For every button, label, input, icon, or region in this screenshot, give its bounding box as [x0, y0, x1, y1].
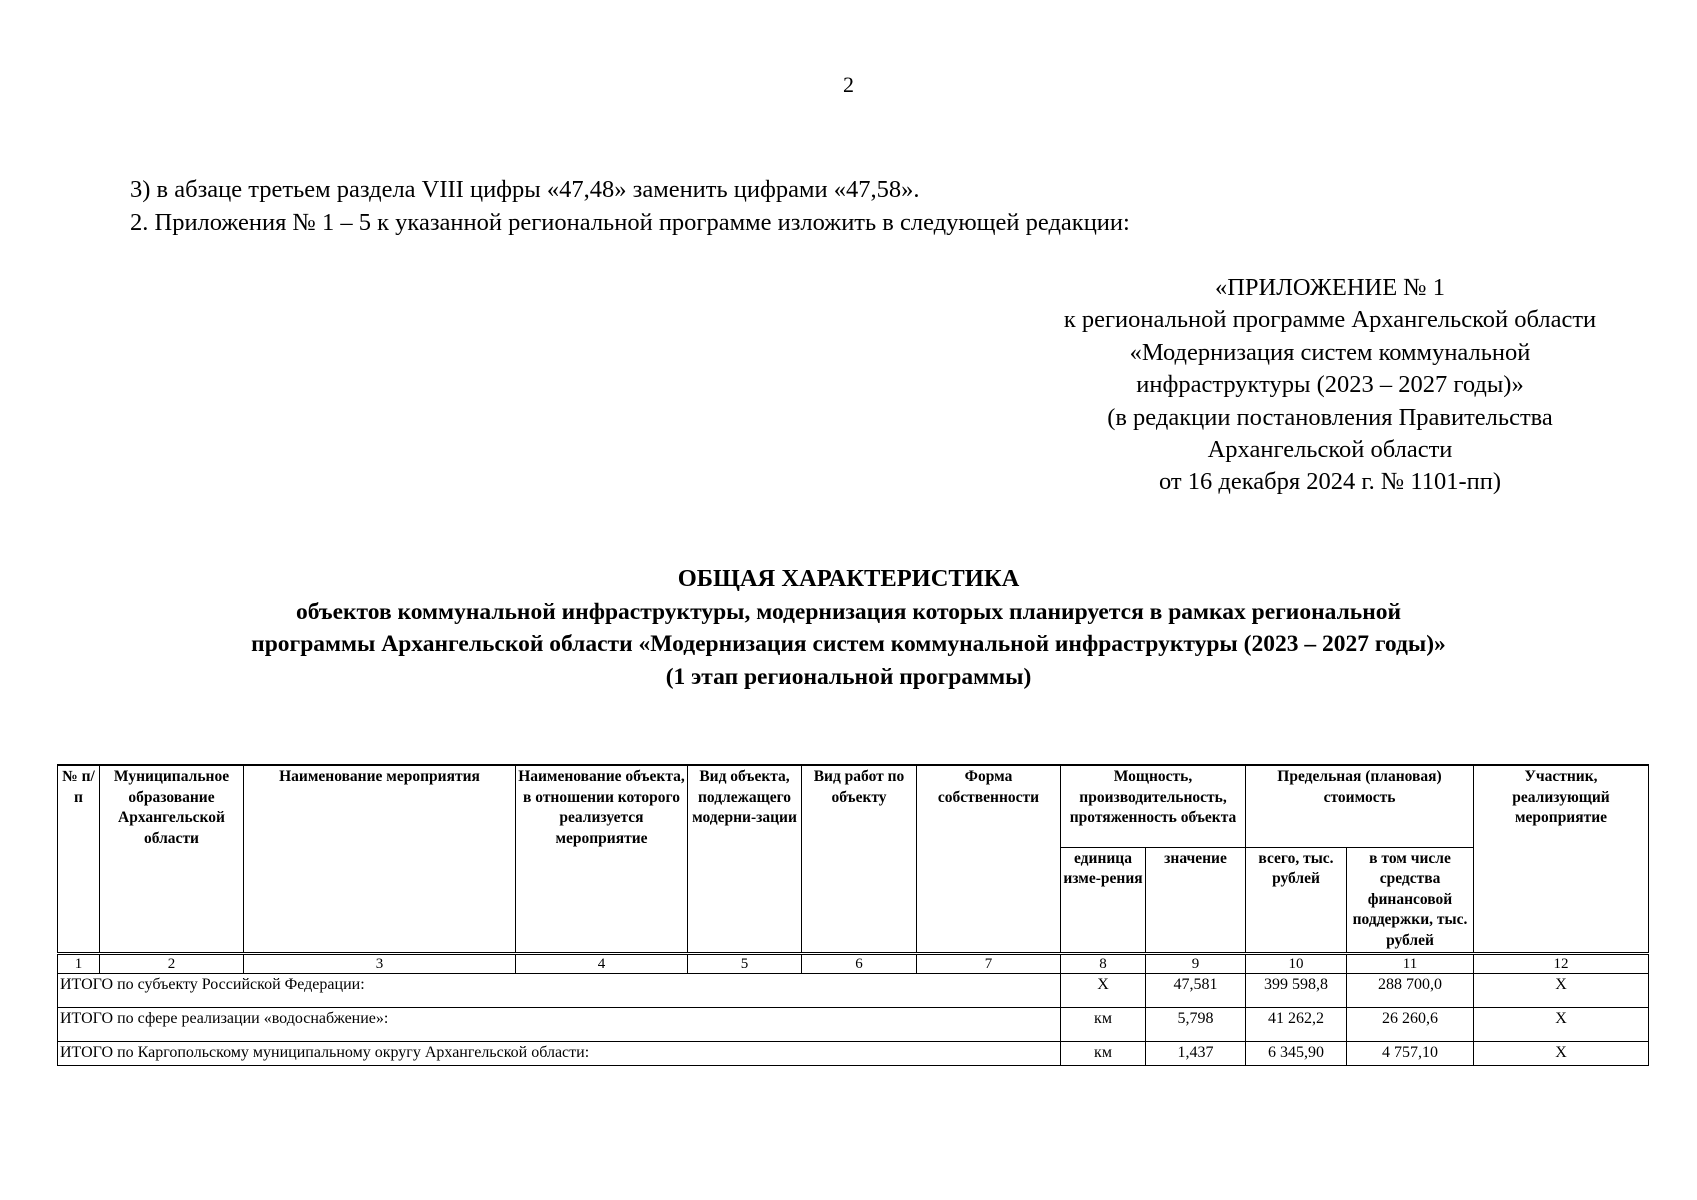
row-support: 26 260,6 — [1347, 1007, 1474, 1041]
row-participant: Х — [1474, 973, 1649, 1007]
appendix-line: к региональной программе Архангельской области — [1063, 306, 1597, 334]
appendix-line: Архангельской области — [1207, 436, 1453, 464]
column-number: 5 — [688, 953, 802, 973]
column-number: 9 — [1146, 953, 1246, 973]
appendix-line: от 16 декабря 2024 г. № 1101-пп) — [1158, 468, 1502, 496]
row-label: ИТОГО по субъекту Российской Федерации: — [58, 973, 1061, 1007]
row-unit: км — [1061, 1041, 1146, 1065]
table-row — [58, 1007, 1649, 1041]
row-support: 4 757,10 — [1347, 1041, 1474, 1065]
row-participant: Х — [1474, 1007, 1649, 1041]
title-line: (1 этап региональной программы) — [665, 663, 1032, 690]
table-row — [58, 1041, 1649, 1065]
characteristics-table — [57, 764, 1649, 1066]
column-number: 11 — [1347, 953, 1474, 973]
header-object-name: Наименование объекта, в отношении которого реализуется мероприятие — [516, 765, 688, 953]
column-number: 12 — [1474, 953, 1649, 973]
column-number: 6 — [802, 953, 917, 973]
document-title — [0, 563, 1697, 693]
paragraph-item-3: 3) в абзаце третьем раздела VIII цифры «47,48» заменить цифрами «47,58». — [130, 176, 920, 203]
row-total: 41 262,2 — [1246, 1007, 1347, 1041]
column-number: 2 — [100, 953, 244, 973]
page-number: 2 — [843, 72, 854, 97]
header-capacity-group: Мощность, производительность, протяженность объекта — [1061, 765, 1246, 847]
row-participant: Х — [1474, 1041, 1649, 1065]
appendix-title: «ПРИЛОЖЕНИЕ № 1 — [1214, 274, 1446, 301]
header-participant: Участник, реализующий мероприятие — [1474, 765, 1649, 953]
appendix-header — [980, 272, 1680, 499]
header-unit: единица изме-рения — [1061, 847, 1146, 953]
header-value: значение — [1146, 847, 1246, 953]
header-cost-group: Предельная (плановая) стоимость — [1246, 765, 1474, 847]
table-row — [58, 973, 1649, 1007]
header-number: № п/п — [58, 765, 100, 953]
row-value: 5,798 — [1146, 1007, 1246, 1041]
header-object-type: Вид объекта, подлежащего модерни-зации — [688, 765, 802, 953]
title-line: программы Архангельской области «Модернизация систем коммунальной инфраструктуры (2023 – 2027 годы)» — [251, 631, 1446, 657]
header-municipality: Муниципальное образование Архангельской области — [100, 765, 244, 953]
title-line: объектов коммунальной инфраструктуры, модернизация которых планируется в рамках региональной — [295, 598, 1402, 625]
header-work-type: Вид работ по объекту — [802, 765, 917, 953]
row-support: 288 700,0 — [1347, 973, 1474, 1007]
column-number: 8 — [1061, 953, 1146, 973]
appendix-line: (в редакции постановления Правительства — [1107, 403, 1553, 431]
column-number: 10 — [1246, 953, 1347, 973]
appendix-line: «Модернизация систем коммунальной — [1129, 338, 1531, 366]
row-label: ИТОГО по Каргопольскому муниципальному округу Архангельской области: — [58, 1041, 1061, 1065]
header-support: в том числе средства финансовой поддержки, тыс. рублей — [1347, 847, 1474, 953]
row-value: 47,581 — [1146, 973, 1246, 1007]
title-main: ОБЩАЯ ХАРАКТЕРИСТИКА — [677, 565, 1020, 592]
header-total: всего, тыс. рублей — [1246, 847, 1347, 953]
row-value: 1,437 — [1146, 1041, 1246, 1065]
row-unit: км — [1061, 1007, 1146, 1041]
paragraph-item-2: 2. Приложения № 1 – 5 к указанной региональной программе изложить в следующей редакции: — [130, 209, 1130, 236]
column-number: 3 — [244, 953, 516, 973]
row-label: ИТОГО по сфере реализации «водоснабжение»: — [58, 1007, 1061, 1041]
row-unit: Х — [1061, 973, 1146, 1007]
header-ownership: Форма собственности — [917, 765, 1061, 953]
header-measure-name: Наименование мероприятия — [244, 765, 516, 953]
column-number: 4 — [516, 953, 688, 973]
column-number: 7 — [917, 953, 1061, 973]
row-total: 399 598,8 — [1246, 973, 1347, 1007]
column-number-row — [58, 953, 1649, 973]
column-number: 1 — [58, 953, 100, 973]
appendix-line: инфраструктуры (2023 – 2027 годы)» — [1136, 371, 1524, 399]
row-total: 6 345,90 — [1246, 1041, 1347, 1065]
